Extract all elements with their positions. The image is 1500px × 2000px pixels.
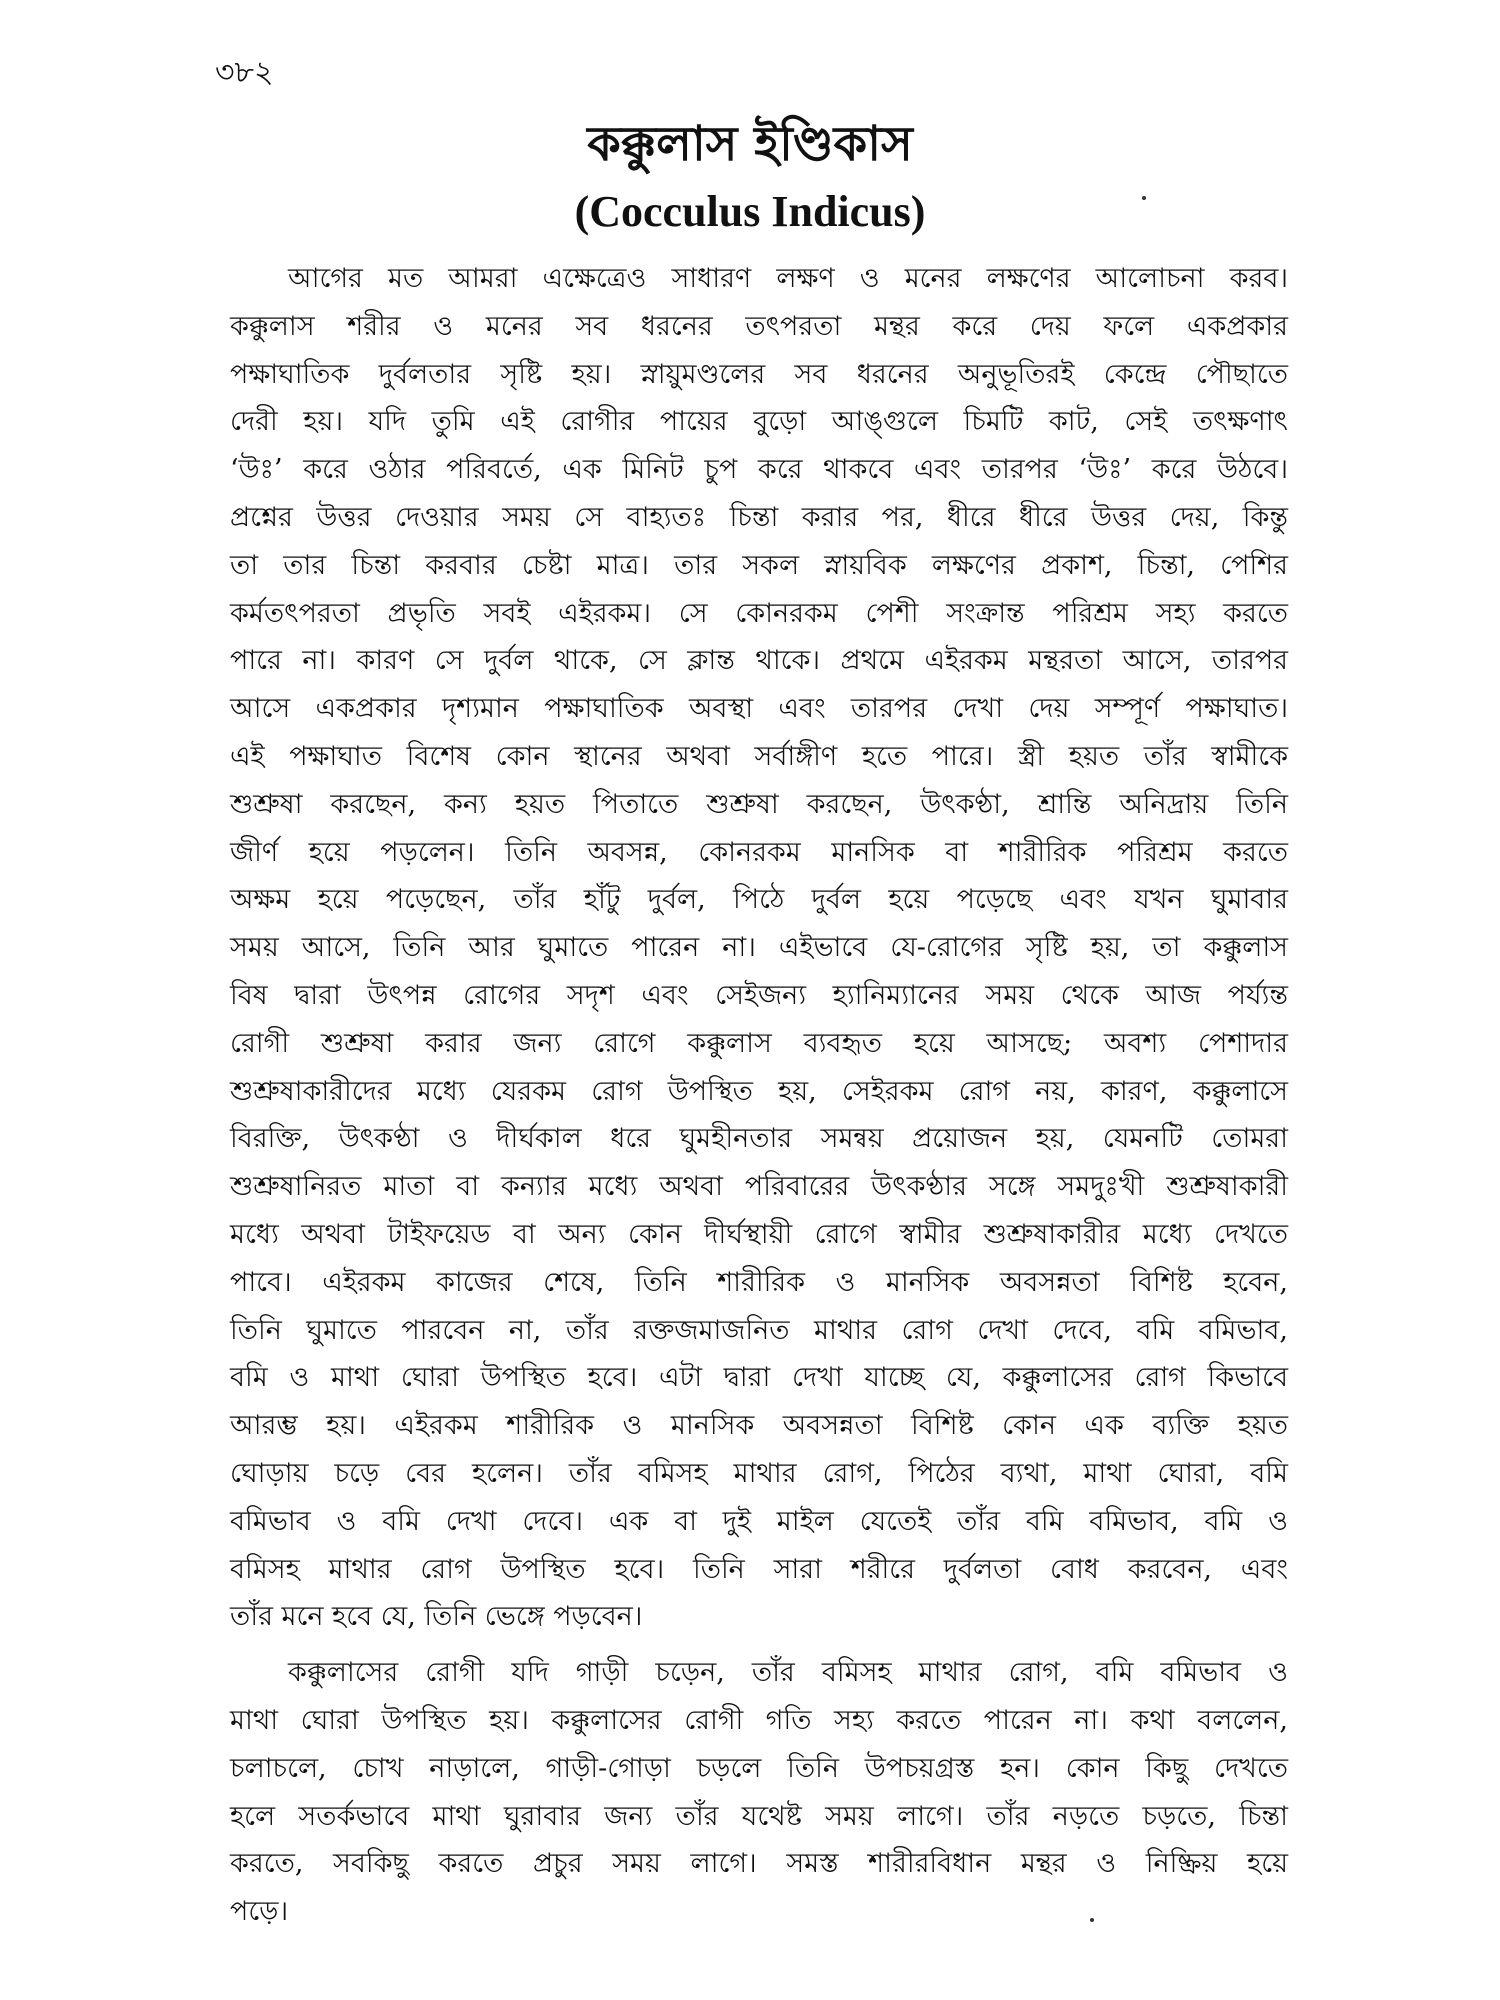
paragraph-2 (230, 1649, 1288, 1936)
text-line: করতে, সবকিছু করতে প্রচুর সময় লাগে। সমস্ত শারীরবিধান মন্থর ও নিষ্ক্রিয় হয়ে (230, 1848, 1289, 1880)
text-line: প্রশ্নের উত্তর দেওয়ার সময় সে বাহ্যতঃ চিন্তা করার পর, ধীরে ধীরে উত্তর দেয়, কিন্তু (230, 501, 1288, 533)
text-line: মাথা ঘোরা উপস্থিত হয়। কক্কুলাসের রোগী গতি সহ্য করতে পারেন না। কথা বললেন, (230, 1704, 1288, 1736)
chapter-title-bengali: কক্কুলাস ইণ্ডিকাস (587, 116, 913, 172)
text-line: বিষ দ্বারা উৎপন্ন রোগের সদৃশ এবং সেইজন্য হ্যানিম্যানের সময় থেকে আজ পর্য্যন্ত (230, 979, 1288, 1011)
text-line: সময় আসে, তিনি আর ঘুমাতে পারেন না। এইভাবে যে-রোগের সৃষ্টি হয়, তা কক্কুলাস (230, 932, 1288, 964)
text-line: অক্ষম হয়ে পড়েছেন, তাঁর হাঁটু দুর্বল, পিঠে দুর্বল হয়ে পড়েছে এবং যখন ঘুমাবার (230, 884, 1288, 916)
text-line: তাঁর মনে হবে যে, তিনি ভেঙ্গে পড়বেন। (230, 1601, 643, 1633)
text-line: রোগী শুশ্রুষা করার জন্য রোগে কক্কুলাস ব্যবহৃত হয়ে আসছে; অবশ্য পেশাদার (230, 1027, 1288, 1059)
text-line: মধ্যে অথবা টাইফয়েড বা অন্য কোন দীর্ঘস্থায়ী রোগে স্বামীর শুশ্রুষাকারীর মধ্যে দেখতে (230, 1218, 1288, 1250)
text-line: কর্মতৎপরতা প্রভৃতি সবই এইরকম। সে কোনরকম পেশী সংক্রান্ত পরিশ্রম সহ্য করতে (230, 597, 1288, 629)
text-line: শুশ্রুষাকারীদের মধ্যে যেরকম রোগ উপস্থিত হয়, সেইরকম রোগ নয়, কারণ, কক্কুলাসে (230, 1075, 1288, 1107)
text-line: ঘোড়ায় চড়ে বের হলেন। তাঁর বমিসহ মাথার রোগ, পিঠের ব্যথা, মাথা ঘোরা, বমি (230, 1457, 1288, 1489)
print-speck (1142, 196, 1146, 200)
text-line: হলে সতর্কভাবে মাথা ঘুরাবার জন্য তাঁর যথেষ্ট সময় লাগে। তাঁর নড়তে চড়তে, চিন্তা (230, 1800, 1288, 1832)
text-line: বমি ও মাথা ঘোরা উপস্থিত হবে। এটা দ্বারা দেখা যাচ্ছে যে, কক্কুলাসের রোগ কিভাবে (230, 1362, 1288, 1394)
text-line: ‘উঃ’ করে ওঠার পরিবর্তে, এক মিনিট চুপ করে থাকবে এবং তারপর ‘উঃ’ করে উঠবে। (230, 454, 1288, 486)
text-line: পারে না। কারণ সে দুর্বল থাকে, সে ক্লান্ত থাকে। প্রথমে এইরকম মন্থরতা আসে, তারপর (230, 645, 1288, 677)
text-line: পড়ে। (230, 1896, 289, 1928)
text-line: তিনি ঘুমাতে পারবেন না, তাঁর রক্তজমাজনিত মাথার রোগ দেখা দেবে, বমি বমিভাব, (230, 1314, 1288, 1346)
text-line: জীর্ণ হয়ে পড়লেন। তিনি অবসন্ন, কোনরকম মানসিক বা শারীরিক পরিশ্রম করতে (230, 836, 1288, 868)
text-line: পাবে। এইরকম কাজের শেষে, তিনি শারীরিক ও মানসিক অবসন্নতা বিশিষ্ট হবেন, (230, 1266, 1288, 1298)
text-line: চলাচলে, চোখ নাড়ালে, গাড়ী-গোড়া চড়লে তিনি উপচয়গ্রস্ত হন। কোন কিছু দেখতে (230, 1752, 1288, 1784)
text-line: পক্ষাঘাতিক দুর্বলতার সৃষ্টি হয়। স্নায়ুমণ্ডলের সব ধরনের অনুভূতিরই কেন্দ্রে পৌছাতে (230, 358, 1288, 390)
paragraph-1 (230, 255, 1288, 1641)
text-line: শুশ্রুষা করছেন, কন্য হয়ত পিতাতে শুশ্রুষা করছেন, উৎকণ্ঠা, শ্রান্তি অনিদ্রায় তিনি (230, 788, 1288, 820)
text-line: এই পক্ষাঘাত বিশেষ কোন স্থানের অথবা সর্বাঙ্গীণ হতে পারে। স্ত্রী হয়ত তাঁর স্বামীকে (230, 740, 1288, 772)
text-line: আগের মত আমরা এক্ষেত্রেও সাধারণ লক্ষণ ও মনের লক্ষণের আলোচনা করব। (288, 263, 1288, 294)
text-line: বিরক্তি, উৎকণ্ঠা ও দীর্ঘকাল ধরে ঘুমহীনতার সমন্বয় প্রয়োজন হয়, যেমনটি তোমরা (230, 1123, 1288, 1155)
text-line: আরম্ভ হয়। এইরকম শারীরিক ও মানসিক অবসন্নতা বিশিষ্ট কোন এক ব্যক্তি হয়ত (230, 1410, 1288, 1442)
text-line: বমিসহ মাথার রোগ উপস্থিত হবে। তিনি সারা শরীরে দুর্বলতা বোধ করবেন, এবং (230, 1553, 1288, 1585)
body-text (230, 255, 1288, 1936)
text-line: কক্কুলাসের রোগী যদি গাড়ী চড়েন, তাঁর বমিসহ মাথার রোগ, বমি বমিভাব ও (288, 1657, 1288, 1689)
text-line: শুশ্রুষানিরত মাতা বা কন্যার মধ্যে অথবা পরিবারের উৎকণ্ঠার সঙ্গে সমদুঃখী শুশ্রুষাকারী (230, 1171, 1288, 1203)
text-line: তা তার চিন্তা করবার চেষ্টা মাত্র। তার সকল স্নায়বিক লক্ষণের প্রকাশ, চিন্তা, পেশির (230, 549, 1288, 581)
chapter-title-latin: (Cocculus Indicus) (574, 187, 926, 236)
text-line: বমিভাব ও বমি দেখা দেবে। এক বা দুই মাইল যেতেই তাঁর বমি বমিভাব, বমি ও (230, 1505, 1288, 1537)
text-line: দেরী হয়। যদি তুমি এই রোগীর পায়ের বুড়ো আঙ্গুলে চিমটি কাট, সেই তৎক্ষণাৎ (230, 406, 1288, 438)
page-number: ৩৮২ (215, 55, 274, 90)
text-line: কক্কুলাস শরীর ও মনের সব ধরনের তৎপরতা মন্থর করে দেয় ফলে একপ্রকার (230, 310, 1288, 342)
text-line: আসে একপ্রকার দৃশ্যমান পক্ষাঘাতিক অবস্থা এবং তারপর দেখা দেয় সম্পূর্ণ পক্ষাঘাত। (230, 693, 1288, 725)
